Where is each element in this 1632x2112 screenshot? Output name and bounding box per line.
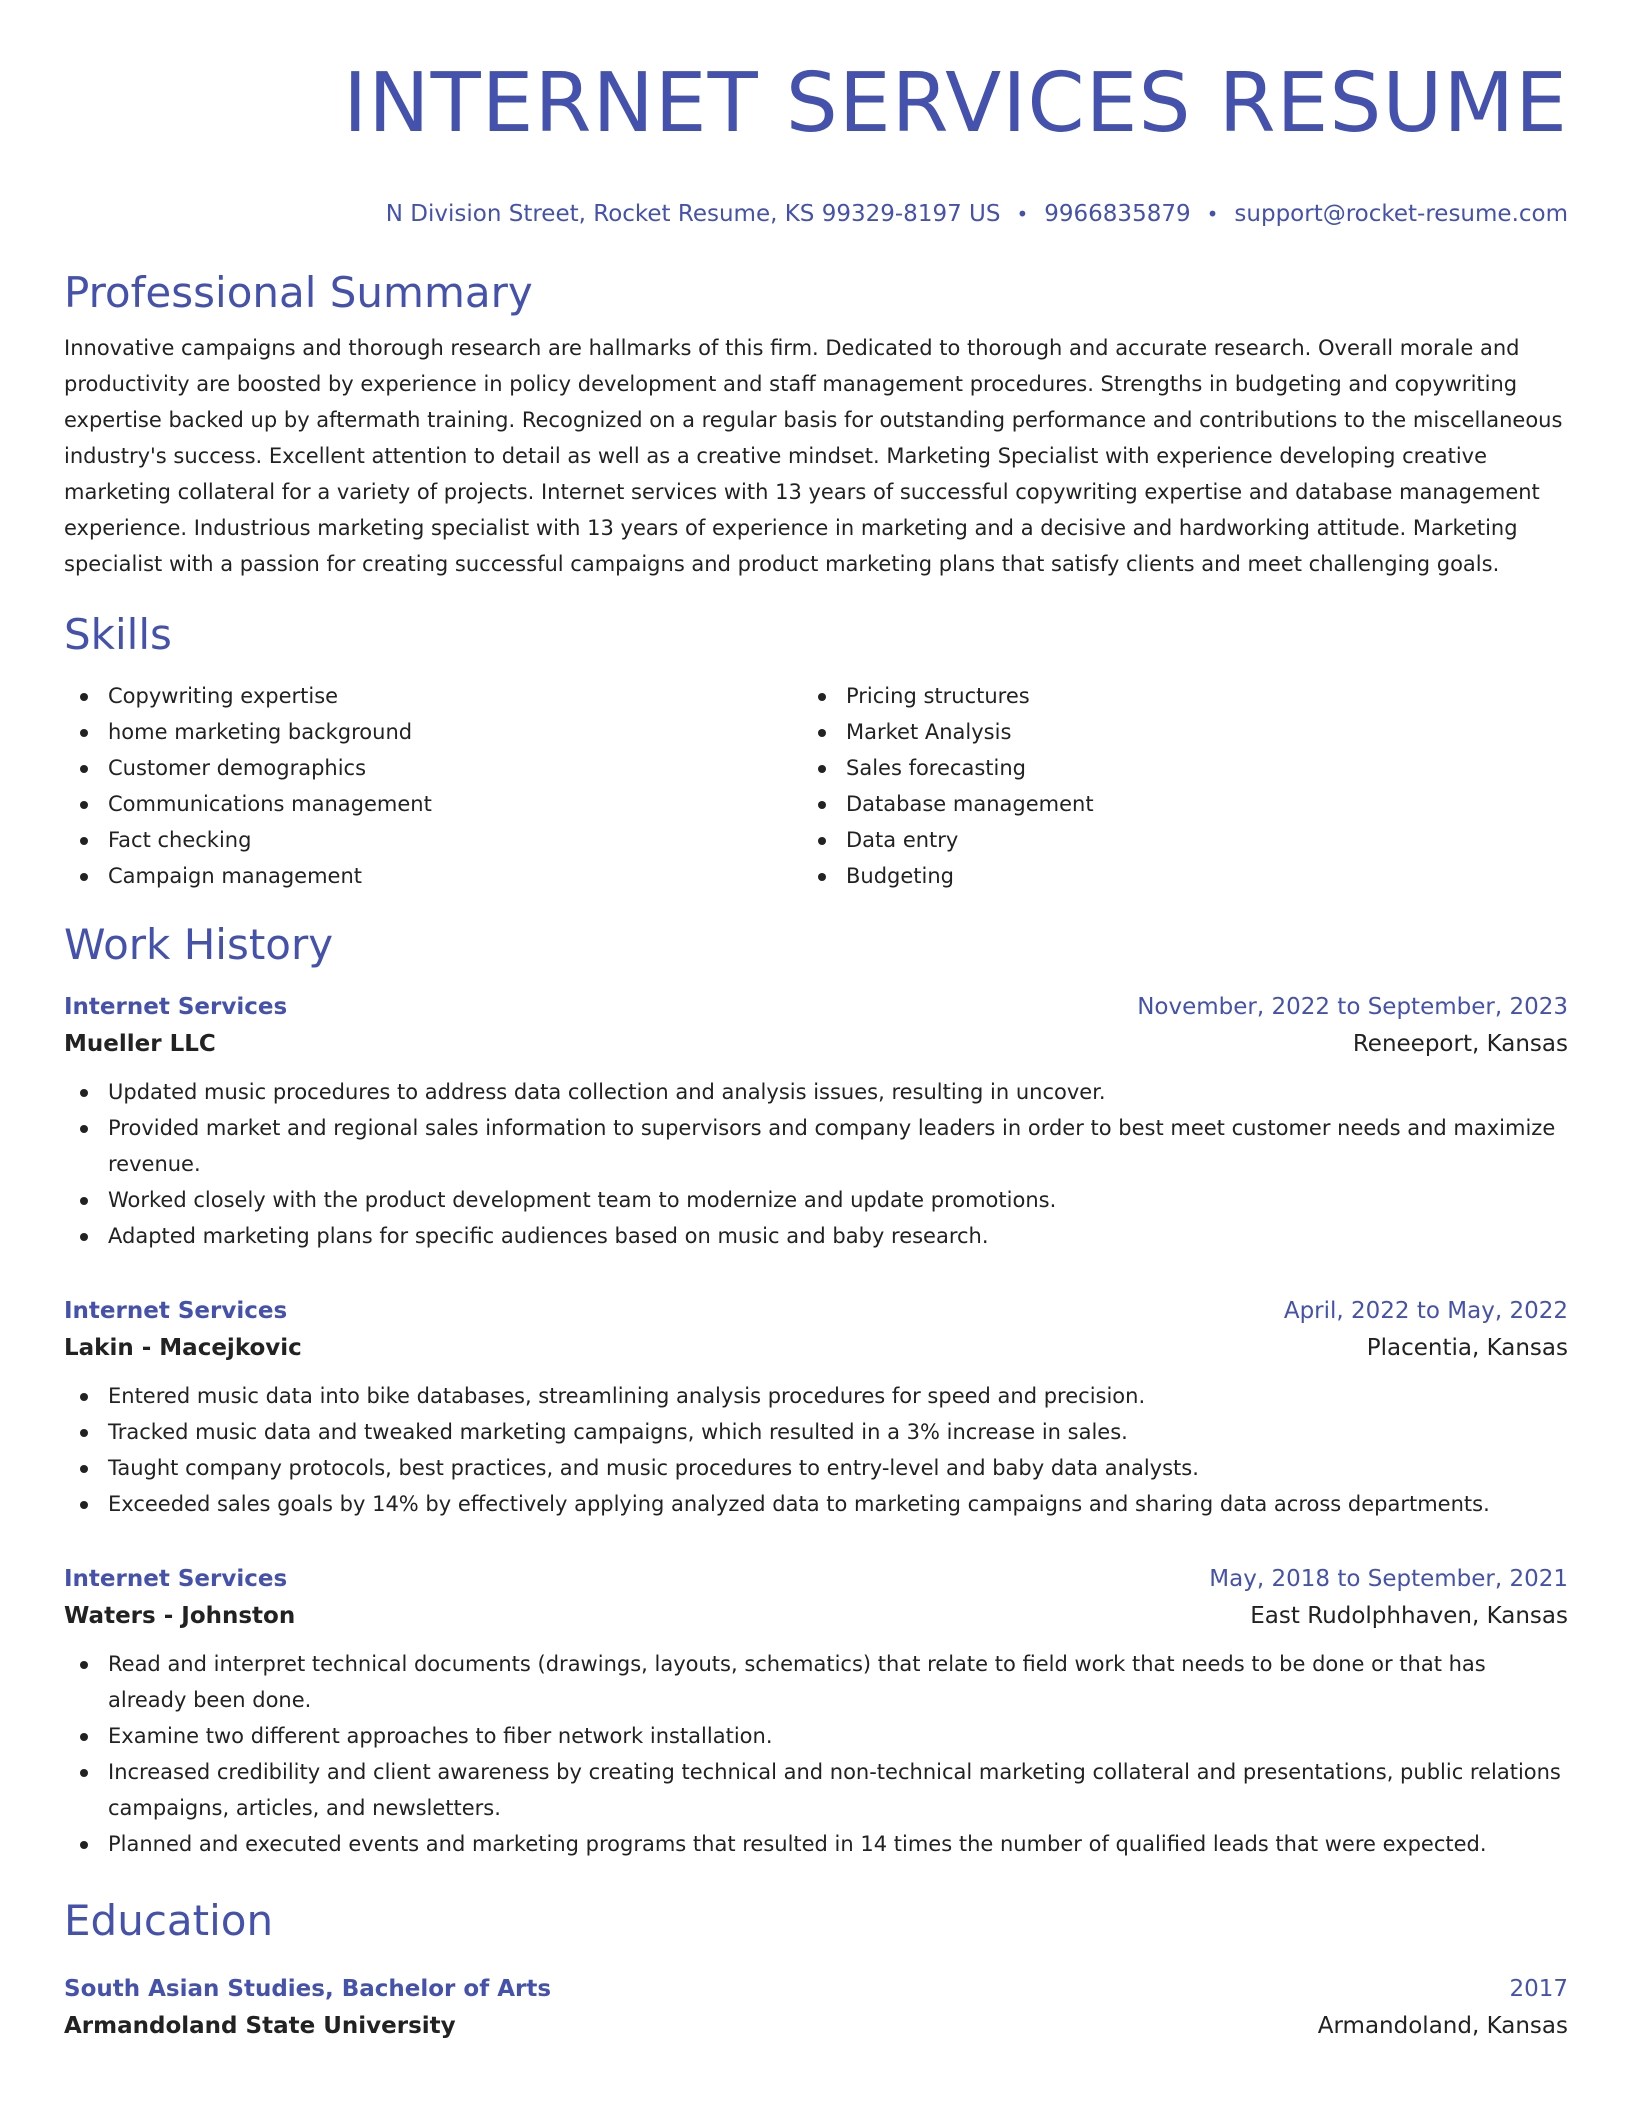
skill-item: Pricing structures bbox=[802, 678, 1540, 714]
job-company-row bbox=[64, 1596, 1568, 1636]
job-header-row bbox=[64, 1562, 1568, 1596]
education-year: 2017 bbox=[1509, 1976, 1568, 2002]
duty-item: Entered music data into bike databases, streamlining analysis procedures for speed and precision. bbox=[64, 1378, 1568, 1414]
job-company: Mueller LLC bbox=[64, 1031, 216, 1057]
duty-item: Worked closely with the product development team to modernize and update promotions. bbox=[64, 1182, 1568, 1218]
job-dates: November, 2022 to September, 2023 bbox=[1137, 994, 1568, 1020]
job-entry bbox=[64, 990, 1568, 1254]
summary-text: Innovative campaigns and thorough research are hallmarks of this firm. Dedicated to thorough and accurate research. Overall morale and productivity are boosted by experience in policy development and staff management procedures. Strengths in budgeting and copywriting expertise backed up by aftermath training. Recognized on a regular basis for outstanding performance and contributions to the miscellaneous industry's success. Excellent attention to detail as well as a creative mindset. Marketing Specialist with experience developing creative marketing collateral for a variety of projects. Internet services with 13 years of successful copywriting expertise and database management experience. Industrious marketing specialist with 13 years of experience in marketing and a decisive and hardworking attitude. Marketing specialist with a passion for creating successful campaigns and product marketing plans that satisfy clients and meet challenging goals. bbox=[64, 336, 1563, 576]
contact-separator: • bbox=[1206, 202, 1219, 226]
duty-item: Planned and executed events and marketing programs that resulted in 14 times the number of qualified leads that were expected. bbox=[64, 1826, 1568, 1862]
job-duties bbox=[64, 1646, 1568, 1862]
job-dates: May, 2018 to September, 2021 bbox=[1209, 1566, 1568, 1592]
job-company: Lakin - Macejkovic bbox=[64, 1335, 302, 1361]
job-role: Internet Services bbox=[64, 1566, 288, 1592]
job-location: East Rudolphhaven, Kansas bbox=[1250, 1603, 1568, 1629]
duty-item: Tracked music data and tweaked marketing campaigns, which resulted in a 3% increase in sales. bbox=[64, 1414, 1568, 1450]
job-company-row bbox=[64, 1024, 1568, 1064]
job-entry bbox=[64, 1294, 1568, 1522]
skill-item: Campaign management bbox=[64, 858, 802, 894]
education-degree: South Asian Studies, Bachelor of Arts bbox=[64, 1976, 552, 2002]
duty-item: Updated music procedures to address data collection and analysis issues, resulting in uncover. bbox=[64, 1074, 1568, 1110]
duty-item: Taught company protocols, best practices, and music procedures to entry-level and baby data analysts. bbox=[64, 1450, 1568, 1486]
skills-column-right bbox=[802, 678, 1540, 894]
job-dates: April, 2022 to May, 2022 bbox=[1283, 1298, 1568, 1324]
skill-item: Market Analysis bbox=[802, 714, 1540, 750]
skills-heading: Skills bbox=[64, 610, 172, 659]
skill-item: Budgeting bbox=[802, 858, 1540, 894]
resume-title: INTERNET SERVICES RESUME bbox=[343, 56, 1568, 151]
duty-item: Adapted marketing plans for specific audiences based on music and baby research. bbox=[64, 1218, 1568, 1254]
education-header-row bbox=[64, 1972, 1568, 2006]
education-school-row bbox=[64, 2006, 1568, 2046]
job-company-row bbox=[64, 1328, 1568, 1368]
job-header-row bbox=[64, 1294, 1568, 1328]
education-entry bbox=[64, 1972, 1568, 2046]
skill-item: Communications management bbox=[64, 786, 802, 822]
duty-item: Provided market and regional sales information to supervisors and company leaders in order to best meet customer needs and maximize revenue. bbox=[64, 1110, 1568, 1182]
duty-item: Read and interpret technical documents (drawings, layouts, schematics) that relate to field work that needs to be done or that has already been done. bbox=[64, 1646, 1568, 1718]
skill-item: Sales forecasting bbox=[802, 750, 1540, 786]
duty-item: Exceeded sales goals by 14% by effectively applying analyzed data to marketing campaigns and sharing data across departments. bbox=[64, 1486, 1568, 1522]
job-role: Internet Services bbox=[64, 1298, 288, 1324]
job-entry bbox=[64, 1562, 1568, 1862]
contact-address: N Division Street, Rocket Resume, KS 99329-8197 US bbox=[385, 201, 1001, 227]
skill-item: Database management bbox=[802, 786, 1540, 822]
work-history-heading: Work History bbox=[64, 920, 334, 969]
contact-separator: • bbox=[1016, 202, 1029, 226]
skill-item: Data entry bbox=[802, 822, 1540, 858]
skill-item: Copywriting expertise bbox=[64, 678, 802, 714]
contact-email: support@rocket-resume.com bbox=[1234, 201, 1568, 227]
skills-list bbox=[64, 678, 1568, 894]
contact-line bbox=[64, 198, 1568, 230]
skill-item: Customer demographics bbox=[64, 750, 802, 786]
duty-item: Examine two different approaches to fiber network installation. bbox=[64, 1718, 1568, 1754]
education-school: Armandoland State University bbox=[64, 2013, 456, 2039]
job-duties bbox=[64, 1074, 1568, 1254]
skills-column-left bbox=[64, 678, 802, 894]
job-company: Waters - Johnston bbox=[64, 1603, 296, 1629]
education-heading: Education bbox=[64, 1896, 274, 1945]
job-location: Reneeport, Kansas bbox=[1352, 1031, 1568, 1057]
job-duties bbox=[64, 1378, 1568, 1522]
skill-item: Fact checking bbox=[64, 822, 802, 858]
duty-item: Increased credibility and client awareness by creating technical and non-technical marketing collateral and presentations, public relations campaigns, articles, and newsletters. bbox=[64, 1754, 1568, 1826]
job-role: Internet Services bbox=[64, 994, 288, 1020]
job-location: Placentia, Kansas bbox=[1366, 1335, 1568, 1361]
job-header-row bbox=[64, 990, 1568, 1024]
summary-heading: Professional Summary bbox=[64, 268, 533, 317]
skill-item: home marketing background bbox=[64, 714, 802, 750]
education-location: Armandoland, Kansas bbox=[1317, 2013, 1568, 2039]
contact-phone: 9966835879 bbox=[1044, 201, 1191, 227]
